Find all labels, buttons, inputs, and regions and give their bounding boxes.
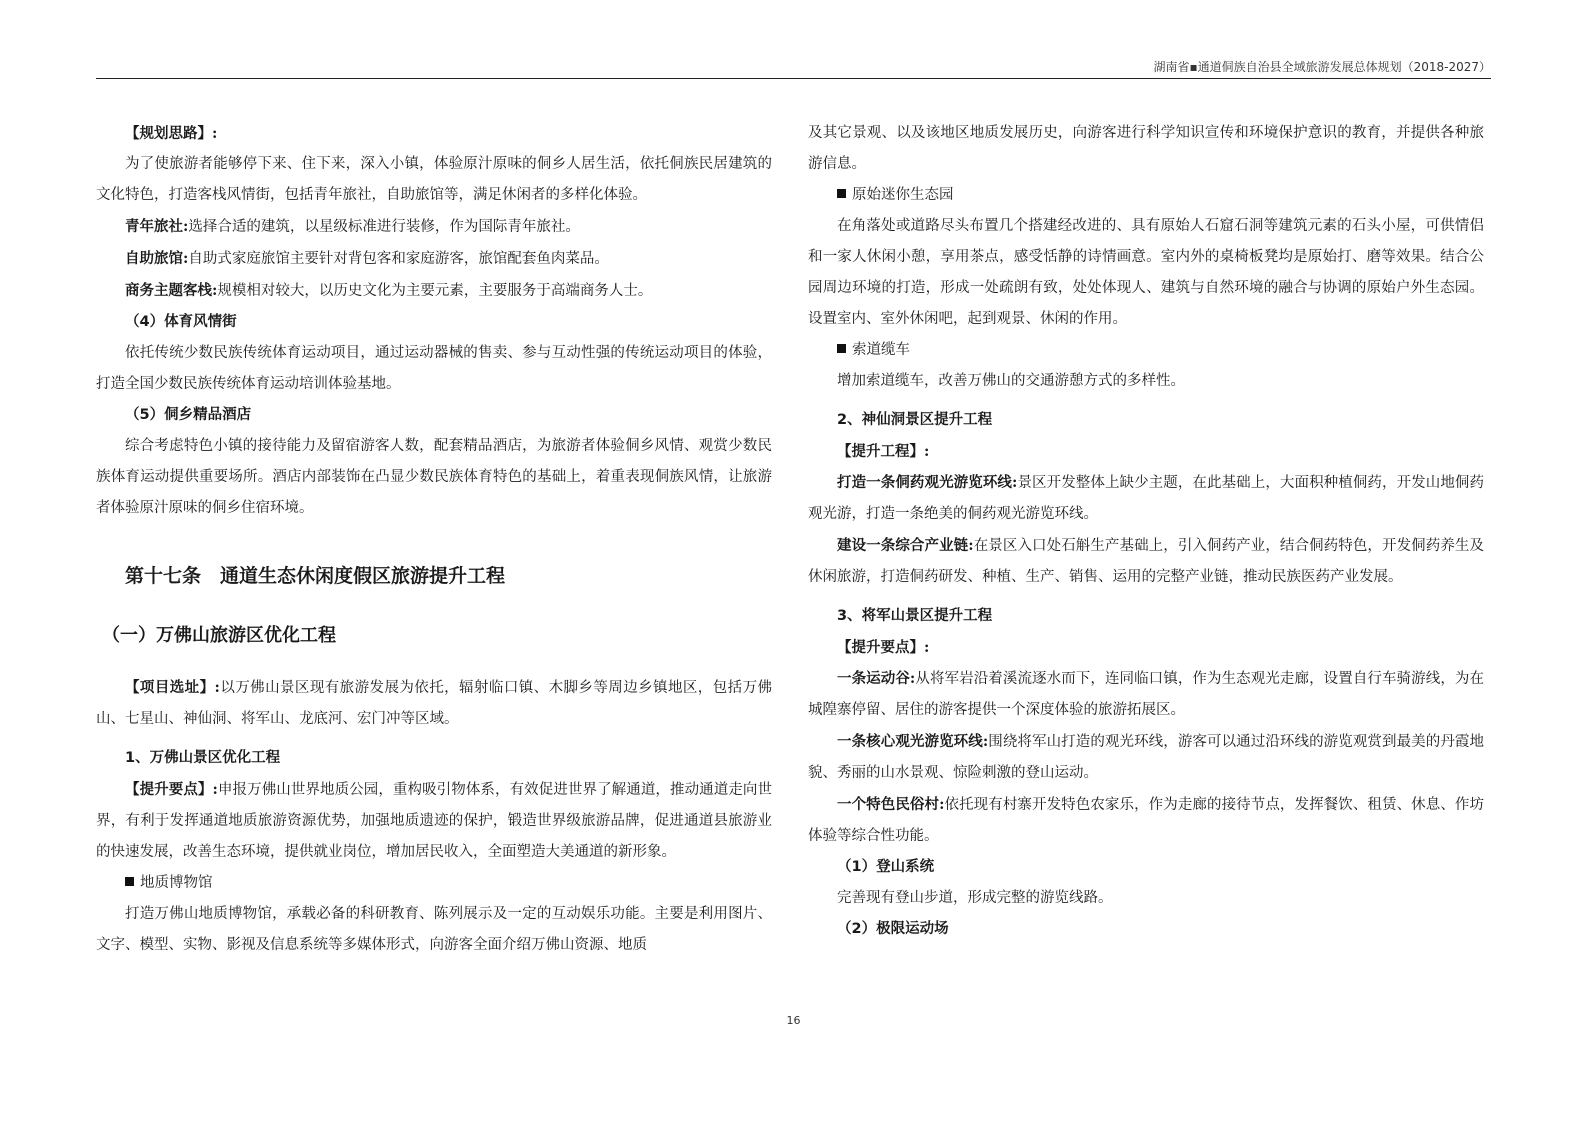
section-heading: 3、将军山景区提升工程: [837, 608, 993, 624]
article-heading: 第十七条 通道生态休闲度假区旅游提升工程: [125, 565, 506, 587]
bullet-text: 原始迷你生态园: [852, 187, 954, 203]
paragraph: [808, 530, 1484, 593]
header-title: 湖南省▪通道侗族自治县全域旅游发展总体规划（2018-2027）: [1153, 60, 1491, 74]
term-label: 一个特色民俗村:: [837, 796, 945, 813]
term-label: 【项目选址】:: [125, 679, 220, 696]
term-label: 建设一条综合产业链:: [837, 537, 974, 554]
term-label: 一条运动谷:: [837, 670, 916, 687]
bullet-text: 索道缆车: [852, 342, 910, 358]
upgrade-points-label: 【提升要点】:: [837, 639, 930, 656]
bullet-text: 地质博物馆: [140, 875, 213, 891]
paragraph: 在角落处或道路尽头布置几个搭建经改进的、具有原始人石窟石洞等建筑元素的石头小屋，可供情侣和一家人休闲小憩，享用茶点，感受恬静的诗情画意。室内外的桌椅板凳均是原始打、磨等效果。结合公园周边环境的打造，形成一处疏朗有致，处处体现人、建筑与自然环境的融合与协调的原始户外生态园。设置室内、室外休闲吧，起到观景、休闲的作用。: [808, 218, 1484, 327]
bullet-item: [96, 868, 772, 899]
term-text: 自助式家庭旅馆主要针对背包客和家庭游客，旅馆配套鱼肉菜品。: [188, 251, 609, 267]
term-label: 青年旅社:: [125, 218, 189, 235]
term-text: 围绕将军山打造的观光环线，游客可以通过沿环线的游览观赏到最美的丹霞地貌、秀丽的山水景观、惊险刺激的登山运动。: [808, 734, 1484, 781]
term-text: 景区开发整体上缺少主题，在此基础上，大面积种植侗药，开发山地侗药观光游，打造一条绝美的侗药观光游览环线。: [808, 475, 1485, 522]
bullet-item: [808, 180, 1484, 211]
page-number: 16: [786, 1014, 801, 1027]
bullet-item: [808, 335, 1484, 366]
square-bullet-icon: [125, 877, 134, 886]
paragraph: 及其它景观、以及该地区地质发展历史，向游客进行科学知识宣传和环境保护意识的教育，并提供各种旅游信息。: [808, 125, 1484, 172]
square-bullet-icon: [837, 344, 846, 353]
paragraph: [96, 275, 772, 307]
term-text: 在景区入口处石斛生产基础上，引入侗药产业，结合侗药特色，开发侗药养生及休闲旅游，打造侗药研发、种植、生产、销售、运用的完整产业链，推动民族医药产业发展。: [808, 538, 1485, 585]
section-heading: （4）体育风情街: [125, 314, 237, 330]
paragraph: [808, 789, 1484, 852]
left-column: [96, 118, 772, 961]
term-label: 自助旅馆:: [125, 250, 189, 267]
term-text: 规模相对较大，以历史文化为主要元素，主要服务于高端商务人士。: [217, 283, 653, 299]
paragraph: 依托传统少数民族传统体育运动项目，通过运动器械的售卖、参与互动性强的传统运动项目的体验，打造全国少数民族传统体育运动培训体验基地。: [96, 345, 772, 392]
term-text: 从将军岩沿着溪流逐水而下，连同临口镇，作为生态观光走廊，设置自行车骑游线，为在城隍寨停留、居住的游客提供一个深度体验的旅游拓展区。: [808, 671, 1485, 718]
term-label: 【提升要点】:: [125, 781, 218, 798]
paragraph: [808, 726, 1484, 789]
paragraph: [96, 774, 772, 868]
square-bullet-icon: [837, 189, 846, 198]
term-text: 依托现有村寨开发特色农家乐，作为走廊的接待节点，发挥餐饮、租赁、休息、作坊体验等综合性功能。: [808, 797, 1484, 844]
paragraph: [96, 243, 772, 275]
paragraph: 完善现有登山步道，形成完整的游览线路。: [837, 890, 1113, 906]
term-text: 申报万佛山世界地质公园，重构吸引物体系，有效促进世界了解通道，推动通道走向世界，有利于发挥通道地质旅游资源优势，加强地质遗迹的保护，锻造世界级旅游品牌，促进通道县旅游业的快速发展，改善生态环境，提供就业岗位，增加居民收入，全面塑造大美通道的新形象。: [96, 782, 773, 860]
section-heading: （1）登山系统: [837, 859, 935, 875]
right-column: [808, 118, 1484, 945]
section-heading: 1、万佛山景区优化工程: [125, 750, 281, 766]
paragraph: 打造万佛山地质博物馆，承载必备的科研教育、陈列展示及一定的互动娱乐功能。主要是利用图片、文字、模型、实物、影视及信息系统等多媒体形式，向游客全面介绍万佛山资源、地质: [96, 906, 772, 953]
paragraph: [808, 663, 1484, 726]
paragraph: [96, 672, 772, 735]
section-heading: （2）极限运动场: [837, 921, 949, 937]
paragraph: 增加索道缆车，改善万佛山的交通游憩方式的多样性。: [837, 373, 1185, 389]
term-label: 商务主题客栈:: [125, 282, 218, 299]
term-label: 打造一条侗药观光游览环线:: [837, 474, 1018, 491]
section-heading: 2、神仙洞景区提升工程: [837, 412, 993, 428]
term-label: 一条核心观光游览环线:: [837, 733, 989, 750]
paragraph: [808, 467, 1484, 530]
term-text: 以万佛山景区现有旅游发展为依托，辐射临口镇、木脚乡等周边乡镇地区，包括万佛山、七星山、神仙洞、将军山、龙底河、宏门冲等区域。: [96, 680, 772, 727]
page-header: [96, 58, 1491, 79]
section-heading: （5）侗乡精品酒店: [125, 407, 252, 423]
planning-idea-label: 【规划思路】:: [125, 125, 218, 142]
term-text: 选择合适的建筑，以星级标准进行装修，作为国际青年旅社。: [188, 219, 580, 235]
subsection-heading: （一）万佛山旅游区优化工程: [102, 625, 336, 646]
paragraph: [96, 211, 772, 243]
paragraph: 综合考虑特色小镇的接待能力及留宿游客人数，配套精品酒店，为旅游者体验侗乡风情、观赏少数民族体育运动提供重要场所。酒店内部装饰在凸显少数民族体育特色的基础上，着重表现侗族风情，让旅游者体验原汁原味的侗乡住宿环境。: [96, 438, 772, 516]
upgrade-project-label: 【提升工程】:: [837, 443, 930, 460]
paragraph: 为了使旅游者能够停下来、住下来，深入小镇，体验原汁原味的侗乡人居生活，依托侗族民居建筑的文化特色，打造客栈风情街，包括青年旅社，自助旅馆等，满足休闲者的多样化体验。: [96, 156, 772, 203]
